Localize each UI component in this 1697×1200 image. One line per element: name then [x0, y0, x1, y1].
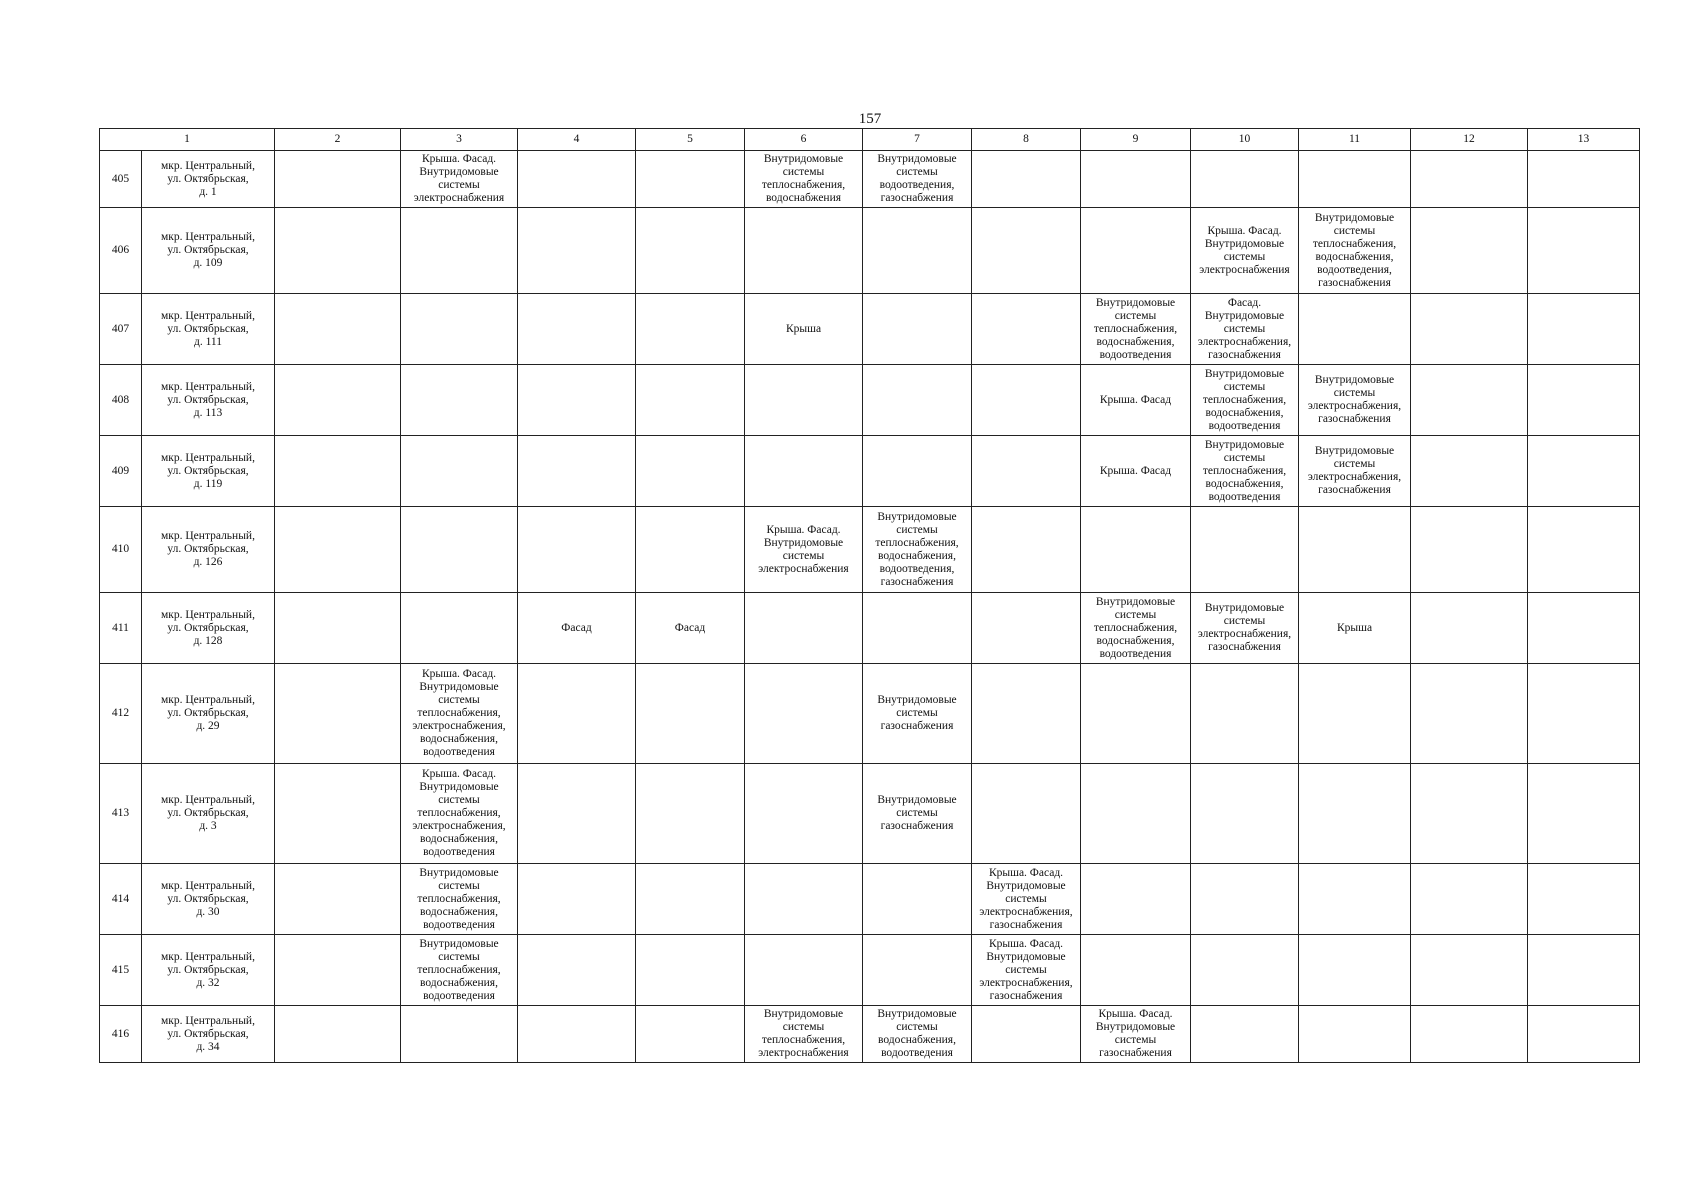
work-cell-col-5: [636, 935, 745, 1006]
work-cell-col-2: [275, 1006, 401, 1063]
table-row: [100, 208, 1640, 294]
work-cell-col-5: [636, 294, 745, 365]
page-number: 157: [858, 111, 882, 127]
row-number-cell: 408: [100, 365, 142, 436]
work-cell-col-7: [863, 864, 972, 935]
work-cell-col-13: [1528, 664, 1640, 764]
work-cell-col-4: [518, 864, 636, 935]
work-cell-col-6: [745, 208, 863, 294]
work-cell-col-4: [518, 294, 636, 365]
work-cell-col-3: [401, 507, 518, 593]
work-cell-col-7: [863, 208, 972, 294]
row-number-cell: 409: [100, 436, 142, 507]
work-cell-col-9: Внутридомовые системы теплоснабжения, водоснабжения, водоотведения: [1081, 593, 1191, 664]
work-cell-col-3: Крыша. Фасад. Внутридомовые системы электроснабжения: [401, 151, 518, 208]
table-row: [100, 294, 1640, 365]
work-cell-col-5: [636, 208, 745, 294]
column-header: 7: [863, 129, 972, 151]
work-cell-col-11: [1299, 935, 1411, 1006]
column-header: 4: [518, 129, 636, 151]
work-cell-col-7: Внутридомовые системы водоотведения, газоснабжения: [863, 151, 972, 208]
address-cell: мкр. Центральный, ул. Октябрьская, д. 3: [142, 764, 275, 864]
column-number-row: [100, 129, 1640, 151]
work-cell-col-11: [1299, 294, 1411, 365]
work-cell-col-6: [745, 593, 863, 664]
work-cell-col-7: [863, 436, 972, 507]
work-cell-col-6: Крыша. Фасад. Внутридомовые системы электроснабжения: [745, 507, 863, 593]
row-number-cell: 410: [100, 507, 142, 593]
column-header: 8: [972, 129, 1081, 151]
row-number-cell: 407: [100, 294, 142, 365]
work-cell-col-6: Внутридомовые системы теплоснабжения, электроснабжения: [745, 1006, 863, 1063]
work-cell-col-12: [1411, 208, 1528, 294]
column-header: 3: [401, 129, 518, 151]
address-cell: мкр. Центральный, ул. Октябрьская, д. 113: [142, 365, 275, 436]
work-cell-col-2: [275, 507, 401, 593]
row-number-cell: 416: [100, 1006, 142, 1063]
work-cell-col-4: [518, 1006, 636, 1063]
work-cell-col-8: Крыша. Фасад. Внутридомовые системы электроснабжения, газоснабжения: [972, 864, 1081, 935]
work-cell-col-4: [518, 507, 636, 593]
work-cell-col-5: Фасад: [636, 593, 745, 664]
work-cell-col-8: [972, 151, 1081, 208]
work-cell-col-9: Крыша. Фасад. Внутридомовые системы газоснабжения: [1081, 1006, 1191, 1063]
work-cell-col-8: [972, 436, 1081, 507]
work-cell-col-8: [972, 365, 1081, 436]
work-cell-col-4: [518, 365, 636, 436]
work-cell-col-8: [972, 1006, 1081, 1063]
work-cell-col-13: [1528, 151, 1640, 208]
work-cell-col-4: [518, 764, 636, 864]
work-cell-col-13: [1528, 208, 1640, 294]
work-cell-col-9: [1081, 151, 1191, 208]
work-cell-col-3: Крыша. Фасад. Внутридомовые системы теплоснабжения, электроснабжения, водоснабжения, водоотведения: [401, 764, 518, 864]
column-header: 9: [1081, 129, 1191, 151]
work-cell-col-11: Крыша: [1299, 593, 1411, 664]
work-cell-col-12: [1411, 436, 1528, 507]
work-cell-col-6: Крыша: [745, 294, 863, 365]
work-cell-col-3: Внутридомовые системы теплоснабжения, водоснабжения, водоотведения: [401, 935, 518, 1006]
work-cell-col-9: [1081, 935, 1191, 1006]
work-cell-col-5: [636, 436, 745, 507]
table-row: [100, 935, 1640, 1006]
work-cell-col-9: Крыша. Фасад: [1081, 436, 1191, 507]
work-cell-col-9: [1081, 764, 1191, 864]
work-cell-col-10: Внутридомовые системы теплоснабжения, водоснабжения, водоотведения: [1191, 436, 1299, 507]
work-cell-col-3: [401, 593, 518, 664]
work-cell-col-13: [1528, 864, 1640, 935]
work-cell-col-2: [275, 593, 401, 664]
work-cell-col-8: [972, 507, 1081, 593]
work-cell-col-2: [275, 208, 401, 294]
table-row: [100, 151, 1640, 208]
repair-schedule-table: [99, 128, 1640, 1063]
table-row: [100, 593, 1640, 664]
address-cell: мкр. Центральный, ул. Октябрьская, д. 128: [142, 593, 275, 664]
work-cell-col-3: Внутридомовые системы теплоснабжения, водоснабжения, водоотведения: [401, 864, 518, 935]
column-header: 1: [100, 129, 275, 151]
work-cell-col-11: [1299, 151, 1411, 208]
column-header: 2: [275, 129, 401, 151]
work-cell-col-12: [1411, 365, 1528, 436]
work-cell-col-12: [1411, 664, 1528, 764]
work-cell-col-3: [401, 294, 518, 365]
work-cell-col-3: [401, 436, 518, 507]
address-cell: мкр. Центральный, ул. Октябрьская, д. 119: [142, 436, 275, 507]
work-cell-col-10: Внутридомовые системы электроснабжения, газоснабжения: [1191, 593, 1299, 664]
work-cell-col-12: [1411, 1006, 1528, 1063]
address-cell: мкр. Центральный, ул. Октябрьская, д. 109: [142, 208, 275, 294]
work-cell-col-2: [275, 664, 401, 764]
work-cell-col-11: Внутридомовые системы электроснабжения, газоснабжения: [1299, 365, 1411, 436]
address-cell: мкр. Центральный, ул. Октябрьская, д. 32: [142, 935, 275, 1006]
work-cell-col-13: [1528, 593, 1640, 664]
table-row: [100, 864, 1640, 935]
table-row: [100, 764, 1640, 864]
column-header: 6: [745, 129, 863, 151]
work-cell-col-3: [401, 365, 518, 436]
work-cell-col-4: [518, 935, 636, 1006]
work-cell-col-11: [1299, 507, 1411, 593]
work-cell-col-2: [275, 294, 401, 365]
work-cell-col-4: [518, 436, 636, 507]
table-row: [100, 664, 1640, 764]
work-cell-col-10: [1191, 935, 1299, 1006]
work-cell-col-10: [1191, 864, 1299, 935]
work-cell-col-7: [863, 935, 972, 1006]
work-cell-col-4: Фасад: [518, 593, 636, 664]
work-cell-col-13: [1528, 764, 1640, 864]
work-cell-col-6: [745, 436, 863, 507]
work-cell-col-7: [863, 365, 972, 436]
work-cell-col-12: [1411, 935, 1528, 1006]
row-number-cell: 411: [100, 593, 142, 664]
work-cell-col-3: Крыша. Фасад. Внутридомовые системы теплоснабжения, электроснабжения, водоснабжения, водоотведения: [401, 664, 518, 764]
row-number-cell: 414: [100, 864, 142, 935]
work-cell-col-7: [863, 294, 972, 365]
row-number-cell: 413: [100, 764, 142, 864]
work-cell-col-12: [1411, 764, 1528, 864]
work-cell-col-12: [1411, 864, 1528, 935]
work-cell-col-6: [745, 664, 863, 764]
work-cell-col-9: Внутридомовые системы теплоснабжения, водоснабжения, водоотведения: [1081, 294, 1191, 365]
work-cell-col-8: [972, 294, 1081, 365]
work-cell-col-7: Внутридомовые системы газоснабжения: [863, 664, 972, 764]
work-cell-col-11: Внутридомовые системы электроснабжения, газоснабжения: [1299, 436, 1411, 507]
address-cell: мкр. Центральный, ул. Октябрьская, д. 111: [142, 294, 275, 365]
address-cell: мкр. Центральный, ул. Октябрьская, д. 126: [142, 507, 275, 593]
address-cell: мкр. Центральный, ул. Октябрьская, д. 34: [142, 1006, 275, 1063]
work-cell-col-6: [745, 764, 863, 864]
work-cell-col-3: [401, 1006, 518, 1063]
work-cell-col-13: [1528, 935, 1640, 1006]
work-cell-col-2: [275, 436, 401, 507]
work-cell-col-8: [972, 764, 1081, 864]
work-cell-col-9: [1081, 507, 1191, 593]
work-cell-col-11: [1299, 764, 1411, 864]
work-cell-col-12: [1411, 151, 1528, 208]
table-row: [100, 507, 1640, 593]
address-cell: мкр. Центральный, ул. Октябрьская, д. 29: [142, 664, 275, 764]
work-cell-col-13: [1528, 1006, 1640, 1063]
work-cell-col-8: [972, 593, 1081, 664]
work-cell-col-10: Фасад. Внутридомовые системы электроснабжения, газоснабжения: [1191, 294, 1299, 365]
work-cell-col-8: [972, 208, 1081, 294]
work-cell-col-10: Крыша. Фасад. Внутридомовые системы электроснабжения: [1191, 208, 1299, 294]
work-cell-col-9: [1081, 864, 1191, 935]
work-cell-col-13: [1528, 436, 1640, 507]
work-cell-col-11: [1299, 664, 1411, 764]
work-cell-col-4: [518, 208, 636, 294]
row-number-cell: 405: [100, 151, 142, 208]
work-cell-col-10: Внутридомовые системы теплоснабжения, водоснабжения, водоотведения: [1191, 365, 1299, 436]
work-cell-col-10: [1191, 1006, 1299, 1063]
work-cell-col-13: [1528, 365, 1640, 436]
table-row: [100, 436, 1640, 507]
work-cell-col-10: [1191, 507, 1299, 593]
address-cell: мкр. Центральный, ул. Октябрьская, д. 1: [142, 151, 275, 208]
work-cell-col-7: Внутридомовые системы водоснабжения, водоотведения: [863, 1006, 972, 1063]
work-cell-col-12: [1411, 593, 1528, 664]
work-cell-col-2: [275, 935, 401, 1006]
table-row: [100, 1006, 1640, 1063]
work-cell-col-7: [863, 593, 972, 664]
column-header: 11: [1299, 129, 1411, 151]
work-cell-col-10: [1191, 664, 1299, 764]
work-cell-col-7: Внутридомовые системы газоснабжения: [863, 764, 972, 864]
work-cell-col-9: [1081, 208, 1191, 294]
work-cell-col-5: [636, 365, 745, 436]
column-header: 10: [1191, 129, 1299, 151]
work-cell-col-12: [1411, 294, 1528, 365]
work-cell-col-10: [1191, 151, 1299, 208]
work-cell-col-8: [972, 664, 1081, 764]
work-cell-col-12: [1411, 507, 1528, 593]
column-header: 5: [636, 129, 745, 151]
work-cell-col-7: Внутридомовые системы теплоснабжения, водоснабжения, водоотведения, газоснабжения: [863, 507, 972, 593]
work-cell-col-2: [275, 365, 401, 436]
work-cell-col-11: [1299, 1006, 1411, 1063]
work-cell-col-5: [636, 864, 745, 935]
work-cell-col-11: Внутридомовые системы теплоснабжения, водоснабжения, водоотведения, газоснабжения: [1299, 208, 1411, 294]
work-cell-col-8: Крыша. Фасад. Внутридомовые системы электроснабжения, газоснабжения: [972, 935, 1081, 1006]
work-cell-col-6: [745, 864, 863, 935]
work-cell-col-2: [275, 864, 401, 935]
work-cell-col-9: [1081, 664, 1191, 764]
table-row: [100, 365, 1640, 436]
work-cell-col-5: [636, 1006, 745, 1063]
work-cell-col-10: [1191, 764, 1299, 864]
work-cell-col-5: [636, 764, 745, 864]
work-cell-col-4: [518, 664, 636, 764]
work-cell-col-9: Крыша. Фасад: [1081, 365, 1191, 436]
work-cell-col-5: [636, 664, 745, 764]
work-cell-col-3: [401, 208, 518, 294]
work-cell-col-5: [636, 151, 745, 208]
column-header: 12: [1411, 129, 1528, 151]
work-cell-col-13: [1528, 507, 1640, 593]
work-cell-col-11: [1299, 864, 1411, 935]
address-cell: мкр. Центральный, ул. Октябрьская, д. 30: [142, 864, 275, 935]
work-cell-col-5: [636, 507, 745, 593]
work-cell-col-6: Внутридомовые системы теплоснабжения, водоснабжения: [745, 151, 863, 208]
work-cell-col-13: [1528, 294, 1640, 365]
row-number-cell: 415: [100, 935, 142, 1006]
work-cell-col-2: [275, 764, 401, 864]
row-number-cell: 412: [100, 664, 142, 764]
work-cell-col-6: [745, 365, 863, 436]
work-cell-col-4: [518, 151, 636, 208]
work-cell-col-6: [745, 935, 863, 1006]
row-number-cell: 406: [100, 208, 142, 294]
column-header: 13: [1528, 129, 1640, 151]
work-cell-col-2: [275, 151, 401, 208]
